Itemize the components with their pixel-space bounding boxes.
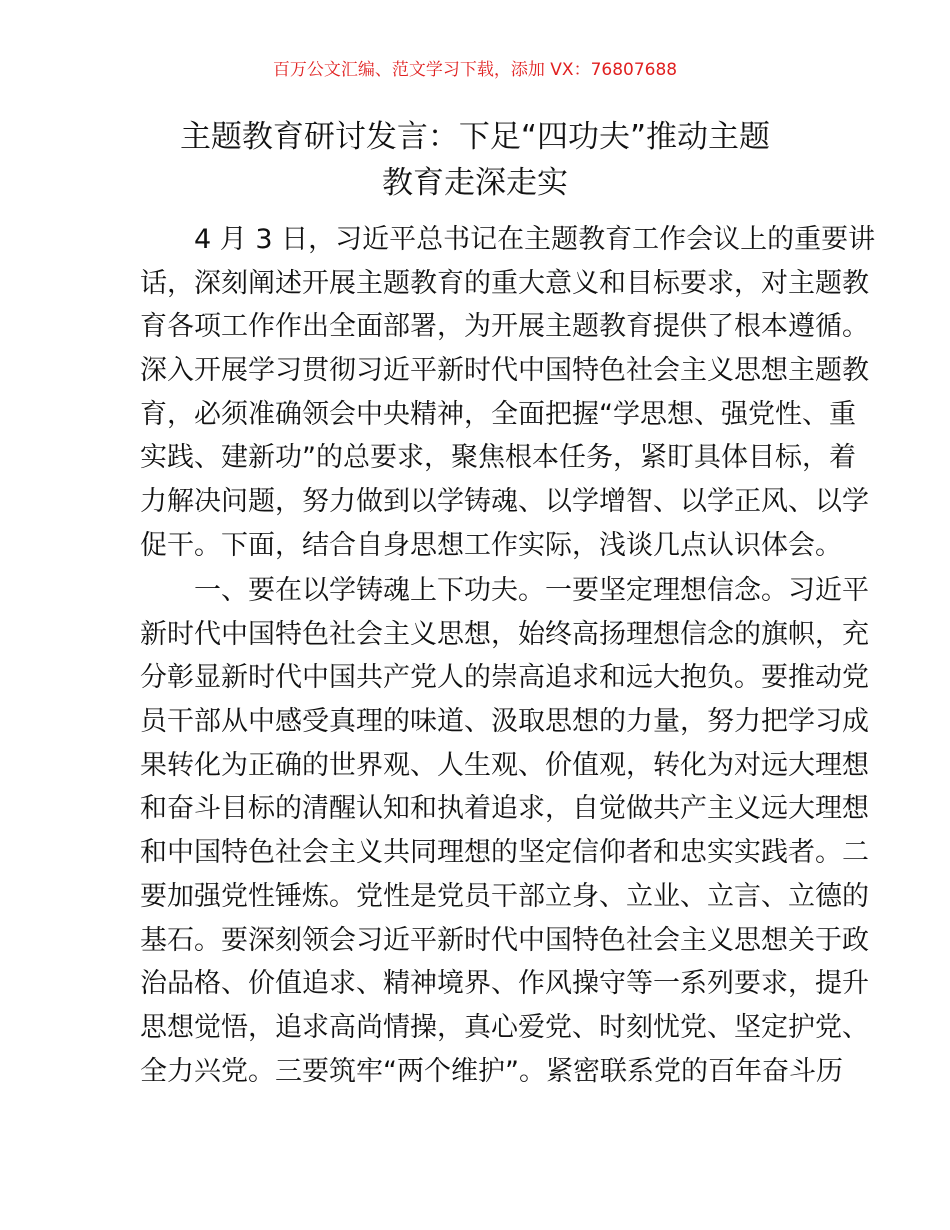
text-line: 深入开展学习贯彻习近平新时代中国特色社会主义思想主题教 [140,355,869,387]
text-line: 要加强党性锤炼。党性是党员干部立身、立业、立言、立德的 [140,880,869,912]
text-line: 4 月 3 日，习近平总书记在主题教育工作会议上的重要讲 [194,224,876,255]
text-line: 力解决问题，努力做到以学铸魂、以学增智、以学正风、以学 [140,486,869,518]
text-line: 一、要在以学铸魂上下功夫。一要坚定理想信念。习近平 [194,575,869,606]
text-line: 育各项工作作出全面部署，为开展主题教育提供了根本遵循。 [140,311,869,343]
text-line: 实践、建新功”的总要求，聚焦根本任务，紧盯具体目标，着 [140,442,856,474]
text-line: 思想觉悟，追求高尚情操，真心爱党、时刻忧党、坚定护党、 [140,1011,869,1043]
paragraph-section-one [140,569,869,1093]
title-line: 教育走深走实 [382,165,568,201]
text-line: 育，必须准确领会中央精神，全面把握“学思想、强党性、重 [140,398,856,430]
text-line: 和中国特色社会主义共同理想的坚定信仰者和忠实实践者。二 [140,837,869,869]
document-title [0,114,950,206]
text-line: 分彰显新时代中国共产党人的崇高追求和远大抱负。要推动党 [140,662,869,694]
text-line: 果转化为正确的世界观、人生观、价值观，转化为对远大理想 [140,749,869,781]
text-line: 促干。下面，结合自身思想工作实际，浅谈几点认识体会。 [140,529,842,561]
text-line: 和奋斗目标的清醒认知和执着追求，自觉做共产主义远大理想 [140,793,869,825]
text-line: 员干部从中感受真理的味道、汲取思想的力量，努力把学习成 [140,706,869,738]
title-line: 主题教育研讨发言：下足“四功夫”推动主题 [179,119,771,155]
text-line: 治品格、价值追求、精神境界、作风操守等一系列要求，提升 [140,968,869,1000]
text-line: 全力兴党。三要筑牢“两个维护”。紧密联系党的百年奋斗历 [140,1055,843,1087]
text-line: 新时代中国特色社会主义思想，始终高扬理想信念的旗帜，充 [140,618,869,650]
paragraph-intro [140,218,876,568]
text-line: 话，深刻阐述开展主题教育的重大意义和目标要求，对主题教 [140,267,869,299]
text-line: 基石。要深刻领会习近平新时代中国特色社会主义思想关于政 [140,924,869,956]
watermark-header: 百万公文汇编、范文学习下载，添加 VX：76807688 [272,60,678,80]
